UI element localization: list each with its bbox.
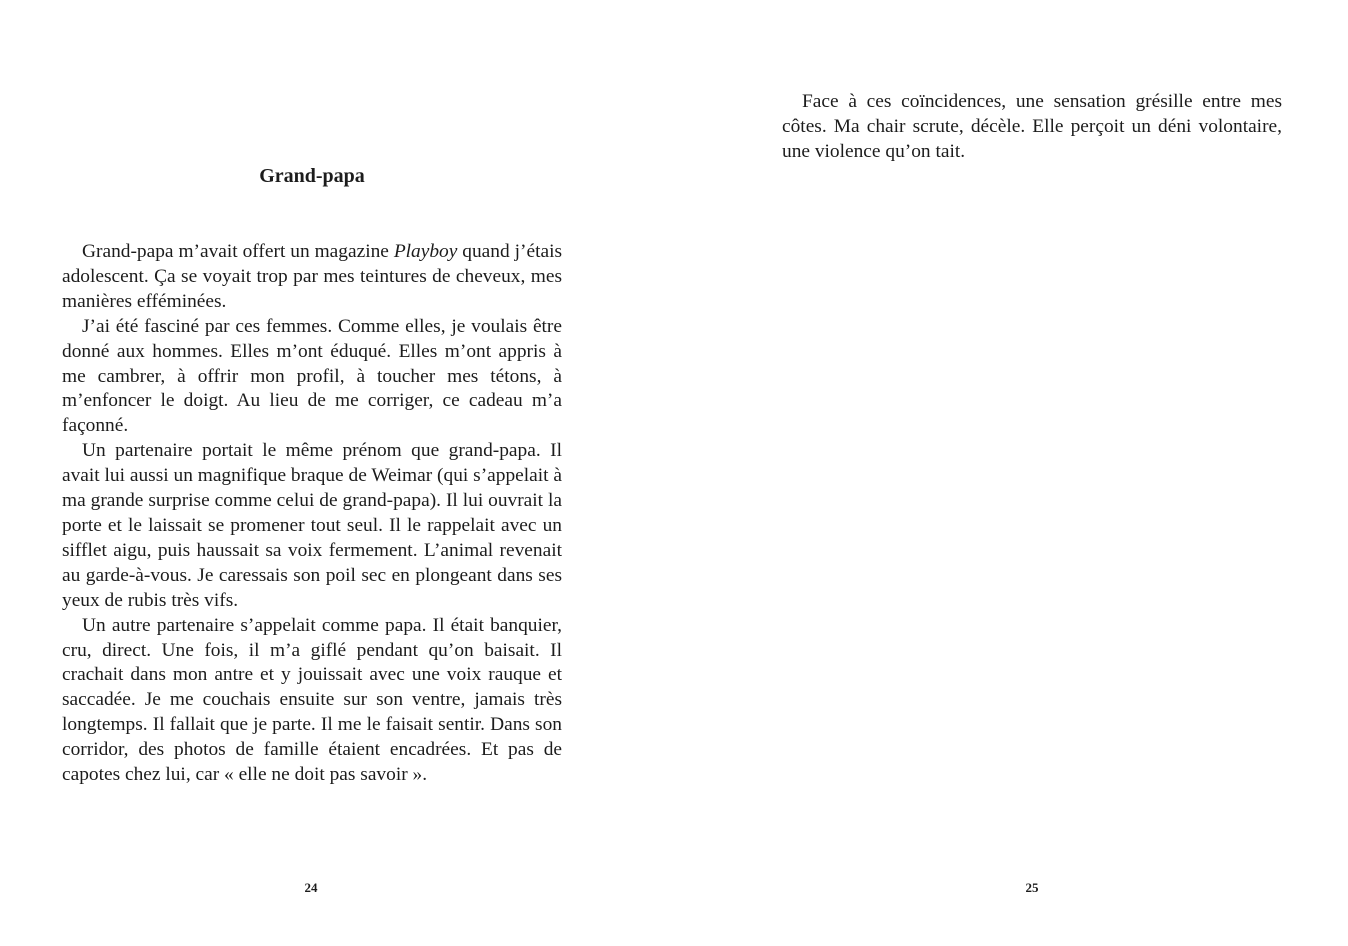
page-number-left: 24 [304, 880, 318, 895]
left-page-body [62, 240, 562, 788]
paragraph-2: J’ai été fasciné par ces femmes. Comme elles, je voulais être donné aux hommes. Elles m’ont éduqué. Elles m’ont appris à me cambrer, à offrir mon profil, à toucher mes tétons, à m’enfoncer le doigt. Au lieu de me corriger, ce cadeau m’a façonné. [62, 315, 562, 437]
paragraph-1-text-start: Grand-papa m’avait offert un magazine [82, 241, 394, 262]
right-page-body [782, 90, 1282, 165]
paragraph-5: Face à ces coïncidences, une sensation grésille entre mes côtes. Ma chair scrute, décèle. Elle perçoit un déni volontaire, une violence qu’on tait. [782, 91, 1282, 162]
paragraph-1-text-end: quand j’étais adolescent. Ça se voyait trop par mes teintures de cheveux, mes manières efféminées. [62, 241, 562, 312]
right-page [674, 0, 1348, 946]
paragraph-3: Un partenaire portait le même prénom que grand-papa. Il avait lui aussi un magnifique braque de Weimar (qui s’appelait à ma grande surprise comme celui de grand-papa). Il lui ouvrait la porte et le laissait se promener tout seul. Il le rappelait avec un sifflet aigu, puis haussait sa voix fermement. L’animal revenait au garde-à-vous. Je caressais son poil sec en plongeant dans ses yeux de rubis très vifs. [62, 440, 562, 611]
magazine-title: Playboy [393, 241, 458, 262]
paragraph-1 [62, 240, 562, 315]
paragraph-4: Un autre partenaire s’appelait comme papa. Il était banquier, cru, direct. Une fois, il m’a giflé pendant qu’on baisait. Il crachait dans mon antre et y jouissait avec une voix rauque et saccadée. Je me couchais ensuite sur son ventre, jamais très longtemps. Il fallait que je parte. Il me le faisait sentir. Dans son corridor, des photos de famille étaient encadrées. Et pas de capotes chez lui, car « elle ne doit pas savoir ». [62, 614, 562, 786]
page-number-right: 25 [1025, 880, 1039, 895]
chapter-title: Grand-papa [259, 165, 365, 187]
